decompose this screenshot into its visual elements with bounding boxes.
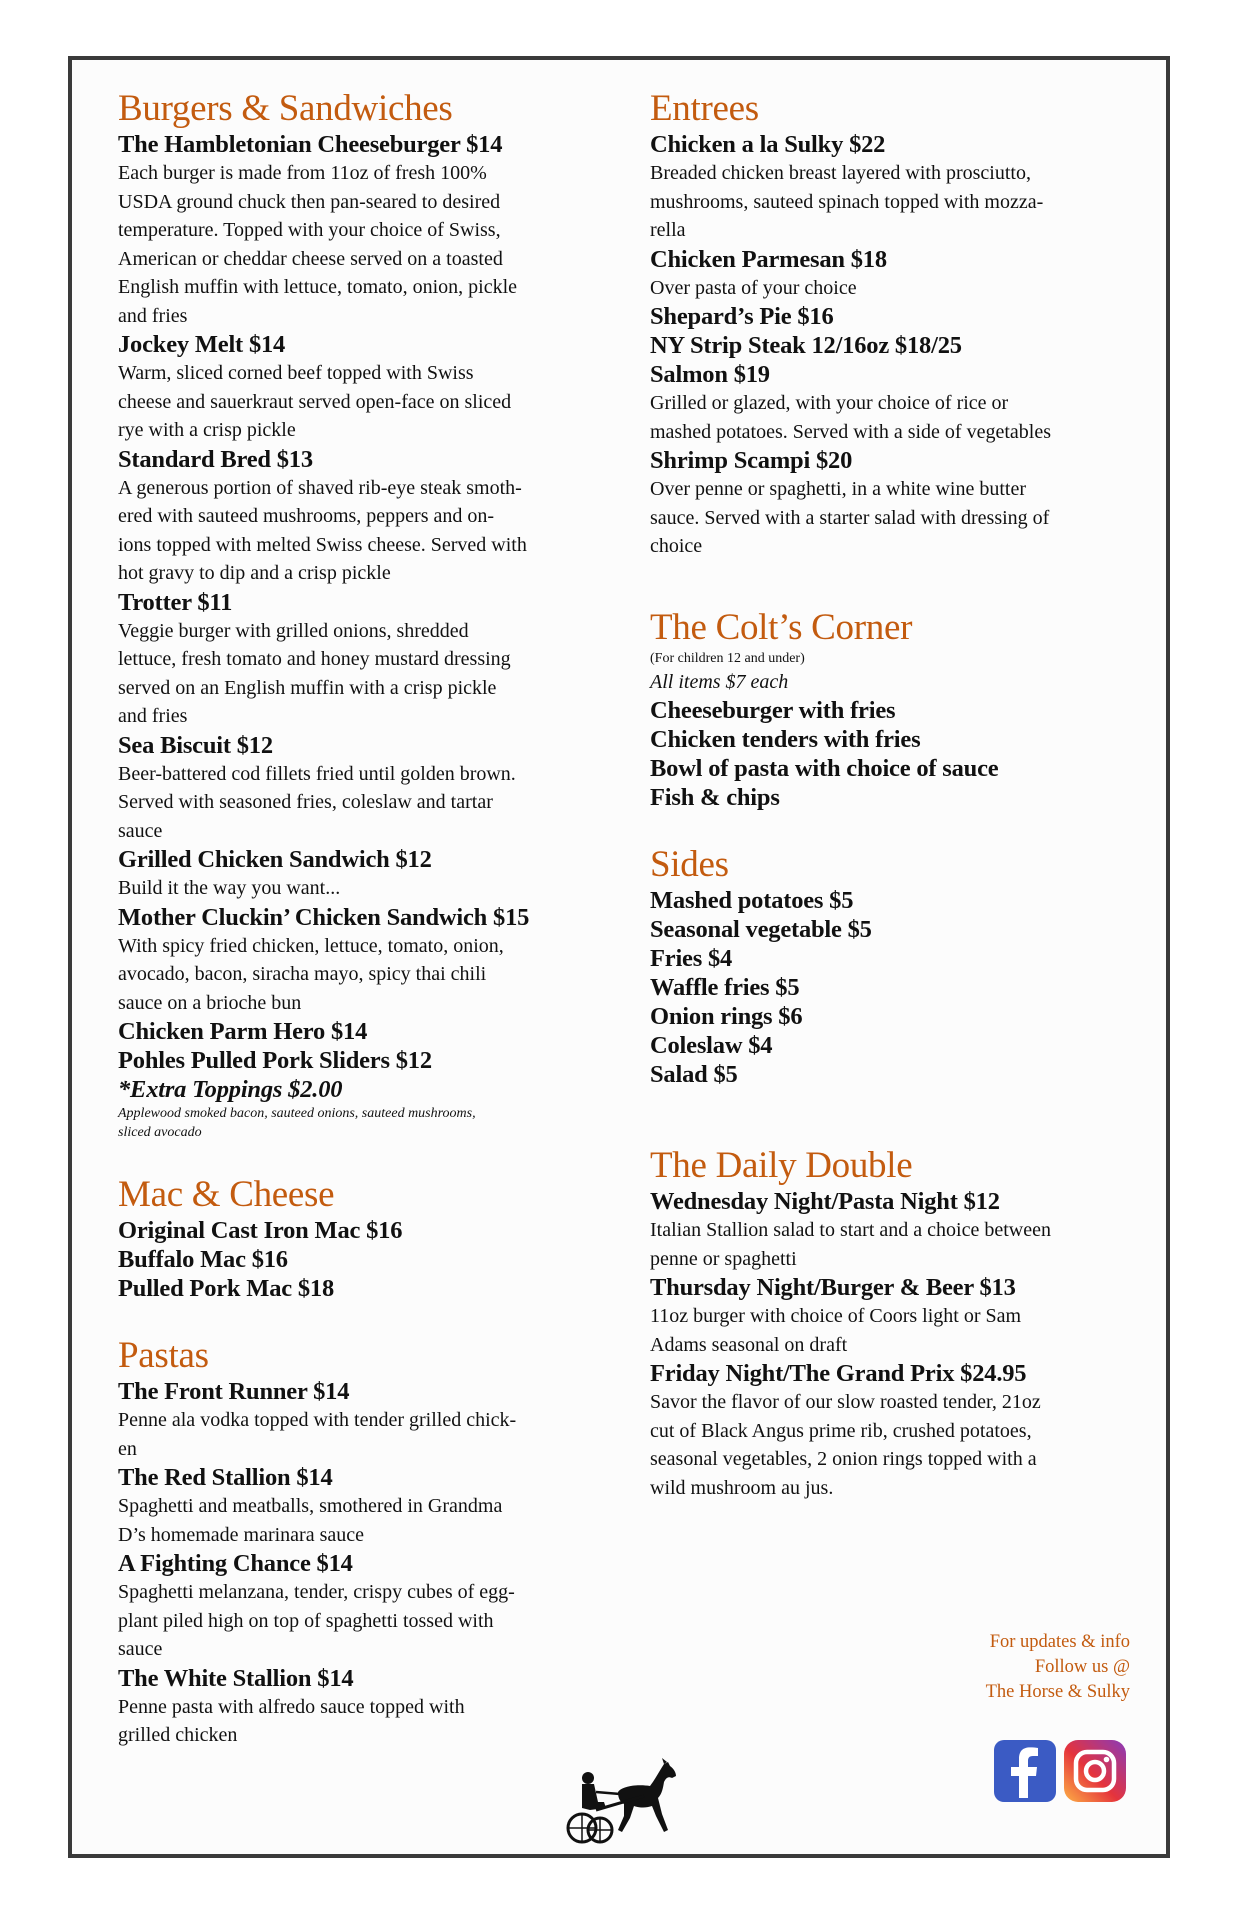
- menu-item-name: Shrimp Scampi $20: [650, 447, 853, 474]
- sides-list: [650, 886, 1150, 1089]
- menu-item-desc: Served with seasoned fries, coleslaw and tartar: [118, 791, 493, 813]
- pastas-list: [118, 1377, 623, 1750]
- menu-item-desc: Breaded chicken breast layered with prosciutto,: [650, 162, 1031, 184]
- menu-item-desc: Penne ala vodka topped with tender grilled chick-: [118, 1409, 517, 1431]
- left-column: [118, 88, 623, 1750]
- menu-item-desc: USDA ground chuck then pan-seared to desired: [118, 190, 501, 213]
- menu-item-name: The Red Stallion $14: [118, 1464, 333, 1491]
- menu-item-desc: penne or spaghetti: [650, 1247, 797, 1270]
- menu-item-name: Shepard’s Pie $16: [650, 303, 834, 330]
- menu-item-name: Cheeseburger with fries: [650, 697, 896, 724]
- menu-item-desc: sauce. Served with a starter salad with dressing of: [650, 506, 1050, 529]
- menu-item-desc: Spaghetti melanzana, tender, crispy cubes of egg-: [118, 1581, 515, 1603]
- menu-item-desc: A generous portion of shaved rib-eye steak smoth-: [118, 476, 522, 499]
- menu-item-desc: Adams seasonal on draft: [650, 1333, 848, 1356]
- menu-item-name: Fish & chips: [650, 784, 780, 811]
- facebook-icon[interactable]: [992, 1738, 1058, 1804]
- menu-item-desc: Each burger is made from 11oz of fresh 100%: [118, 162, 487, 184]
- menu-item-desc: Warm, sliced corned beef topped with Swiss: [118, 362, 474, 384]
- menu-item-name: Onion rings $6: [650, 1003, 803, 1030]
- social-line: The Horse & Sulky: [985, 1682, 1130, 1702]
- menu-item-desc: Beer-battered cod fillets fried until golden brown.: [118, 762, 516, 785]
- daily-list: [650, 1187, 1150, 1502]
- menu-item-desc: sauce: [118, 819, 163, 842]
- menu-item-desc: Build it the way you want...: [118, 877, 341, 899]
- menu-item-name: Chicken a la Sulky $22: [650, 131, 886, 158]
- menu-item-desc: wild mushroom au jus.: [650, 1476, 834, 1499]
- menu-item-desc: mushrooms, sauteed spinach topped with mozza-: [650, 190, 1044, 213]
- social-info: [986, 1630, 1130, 1705]
- menu-item-desc: Veggie burger with grilled onions, shredded: [118, 619, 469, 642]
- menu-item-name: Pulled Pork Mac $18: [118, 1275, 334, 1302]
- menu-item-name: Chicken Parm Hero $14: [118, 1018, 368, 1045]
- extra-toppings-line: sliced avocado: [118, 1125, 202, 1140]
- extra-toppings-line: Applewood smoked bacon, sauteed onions, sauteed mushrooms,: [118, 1106, 476, 1121]
- menu-item-desc: ions topped with melted Swiss cheese. Served with: [118, 533, 527, 556]
- menu-item-desc: Over penne or spaghetti, in a white wine butter: [650, 478, 1026, 500]
- pastas-title: Pastas: [118, 1335, 209, 1376]
- menu-item-name: Waffle fries $5: [650, 974, 800, 1001]
- social-line: Follow us @: [1034, 1657, 1130, 1677]
- menu-item-desc: sauce: [118, 1638, 163, 1660]
- menu-item-name: Fries $4: [650, 945, 733, 972]
- menu-item-desc: and fries: [118, 705, 188, 727]
- menu-item-name: Buffalo Mac $16: [118, 1246, 288, 1273]
- menu-frame: [68, 56, 1170, 1858]
- menu-item-desc: served on an English muffin with a crisp pickle: [118, 676, 497, 699]
- menu-item-name: Mother Cluckin’ Chicken Sandwich $15: [118, 903, 530, 931]
- menu-item-name: Seasonal vegetable $5: [650, 916, 872, 943]
- menu-item-desc: seasonal vegetables, 2 onion rings topped with a: [650, 1448, 1037, 1470]
- instagram-icon[interactable]: [1062, 1738, 1128, 1804]
- horse-sulky-icon: [560, 1752, 680, 1852]
- social-icons: [992, 1738, 1128, 1804]
- menu-item-desc: mashed potatoes. Served with a side of vegetables: [650, 420, 1051, 443]
- menu-item-desc: sauce on a brioche bun: [118, 991, 302, 1014]
- menu-item-name: Sea Biscuit $12: [118, 731, 273, 759]
- menu-item-desc: hot gravy to dip and a crisp pickle: [118, 562, 391, 584]
- menu-item-desc: ered with sauteed mushrooms, peppers and on-: [118, 505, 495, 527]
- menu-item-desc: cheese and sauerkraut served open-face on sliced: [118, 390, 512, 413]
- menu-item-name: NY Strip Steak 12/16oz $18/25: [650, 332, 962, 359]
- menu-item-name: Bowl of pasta with choice of sauce: [650, 755, 999, 782]
- menu-item-desc: American or cheddar cheese served on a toasted: [118, 247, 503, 270]
- menu-item-desc: Spaghetti and meatballs, smothered in Grandma: [118, 1495, 503, 1517]
- menu-item-name: Chicken tenders with fries: [650, 726, 921, 753]
- menu-item-desc: lettuce, fresh tomato and honey mustard dressing: [118, 648, 511, 670]
- menu-item-desc: and fries: [118, 304, 188, 327]
- menu-item-name: Grilled Chicken Sandwich $12: [118, 846, 432, 873]
- menu-item-desc: avocado, bacon, siracha mayo, spicy thai chili: [118, 963, 487, 985]
- menu-item-name: The White Stallion $14: [118, 1664, 354, 1692]
- menu-item-name: Original Cast Iron Mac $16: [118, 1217, 403, 1244]
- entrees-title: Entrees: [650, 88, 759, 129]
- menu-item-name: Chicken Parmesan $18: [650, 245, 887, 273]
- menu-item-desc: rye with a crisp pickle: [118, 419, 296, 441]
- menu-item-name: Wednesday Night/Pasta Night $12: [650, 1188, 1000, 1215]
- menu-item-name: Salmon $19: [650, 361, 770, 388]
- menu-item-name: Jockey Melt $14: [118, 331, 286, 358]
- menu-item-name: Standard Bred $13: [118, 445, 313, 473]
- menu-item-desc: Penne pasta with alfredo sauce topped with: [118, 1695, 465, 1718]
- menu-item-name: Salad $5: [650, 1061, 738, 1088]
- menu-item-name: Friday Night/The Grand Prix $24.95: [650, 1360, 1027, 1387]
- social-line: For updates & info: [989, 1632, 1130, 1652]
- menu-item-desc: choice: [650, 535, 703, 557]
- right-column: [650, 88, 1150, 1502]
- burgers-title: Burgers & Sandwiches: [118, 88, 453, 129]
- menu-item-name: Coleslaw $4: [650, 1032, 773, 1059]
- colts-price: All items $7 each: [650, 670, 789, 693]
- extra-toppings-title: *Extra Toppings $2.00: [118, 1076, 343, 1103]
- menu-item-desc: cut of Black Angus prime rib, crushed potatoes,: [650, 1419, 1032, 1442]
- colts-title: The Colt’s Corner: [650, 606, 913, 648]
- menu-item-desc: English muffin with lettuce, tomato, onion, pickle: [118, 276, 518, 298]
- menu-item-name: Mashed potatoes $5: [650, 887, 854, 914]
- burgers-list: [118, 130, 623, 1075]
- daily-title: The Daily Double: [650, 1145, 913, 1186]
- mac-title: Mac & Cheese: [118, 1174, 335, 1215]
- menu-item-name: The Front Runner $14: [118, 1378, 350, 1405]
- menu-item-name: The Hambletonian Cheeseburger $14: [118, 131, 503, 158]
- mac-list: [118, 1216, 623, 1303]
- entrees-list: [650, 130, 1150, 561]
- menu-item-desc: Savor the flavor of our slow roasted tender, 21oz: [650, 1391, 1041, 1413]
- menu-item-desc: temperature. Topped with your choice of Swiss,: [118, 219, 501, 241]
- extra-toppings-list: [118, 1104, 623, 1142]
- menu-item-desc: Italian Stallion salad to start and a choice between: [650, 1219, 1051, 1241]
- menu-item-name: Thursday Night/Burger & Beer $13: [650, 1274, 1016, 1301]
- menu-item-name: Trotter $11: [118, 588, 233, 616]
- menu-item-desc: plant piled high on top of spaghetti tossed with: [118, 1609, 494, 1632]
- colts-note: (For children 12 and under): [650, 650, 805, 666]
- menu-item-desc: 11oz burger with choice of Coors light or Sam: [650, 1305, 1022, 1327]
- menu-item-desc: Grilled or glazed, with your choice of rice or: [650, 392, 1009, 414]
- colts-list: [650, 696, 1150, 812]
- menu-item-name: Pohles Pulled Pork Sliders $12: [118, 1047, 432, 1074]
- menu-item-desc: rella: [650, 219, 686, 241]
- menu-item-name: A Fighting Chance $14: [118, 1550, 353, 1577]
- menu-item-desc: grilled chicken: [118, 1724, 238, 1746]
- menu-item-desc: en: [118, 1437, 137, 1460]
- menu-item-desc: With spicy fried chicken, lettuce, tomato, onion,: [118, 934, 504, 957]
- menu-item-desc: Over pasta of your choice: [650, 276, 857, 299]
- menu-item-desc: D’s homemade marinara sauce: [118, 1523, 365, 1546]
- sides-title: Sides: [650, 844, 729, 885]
